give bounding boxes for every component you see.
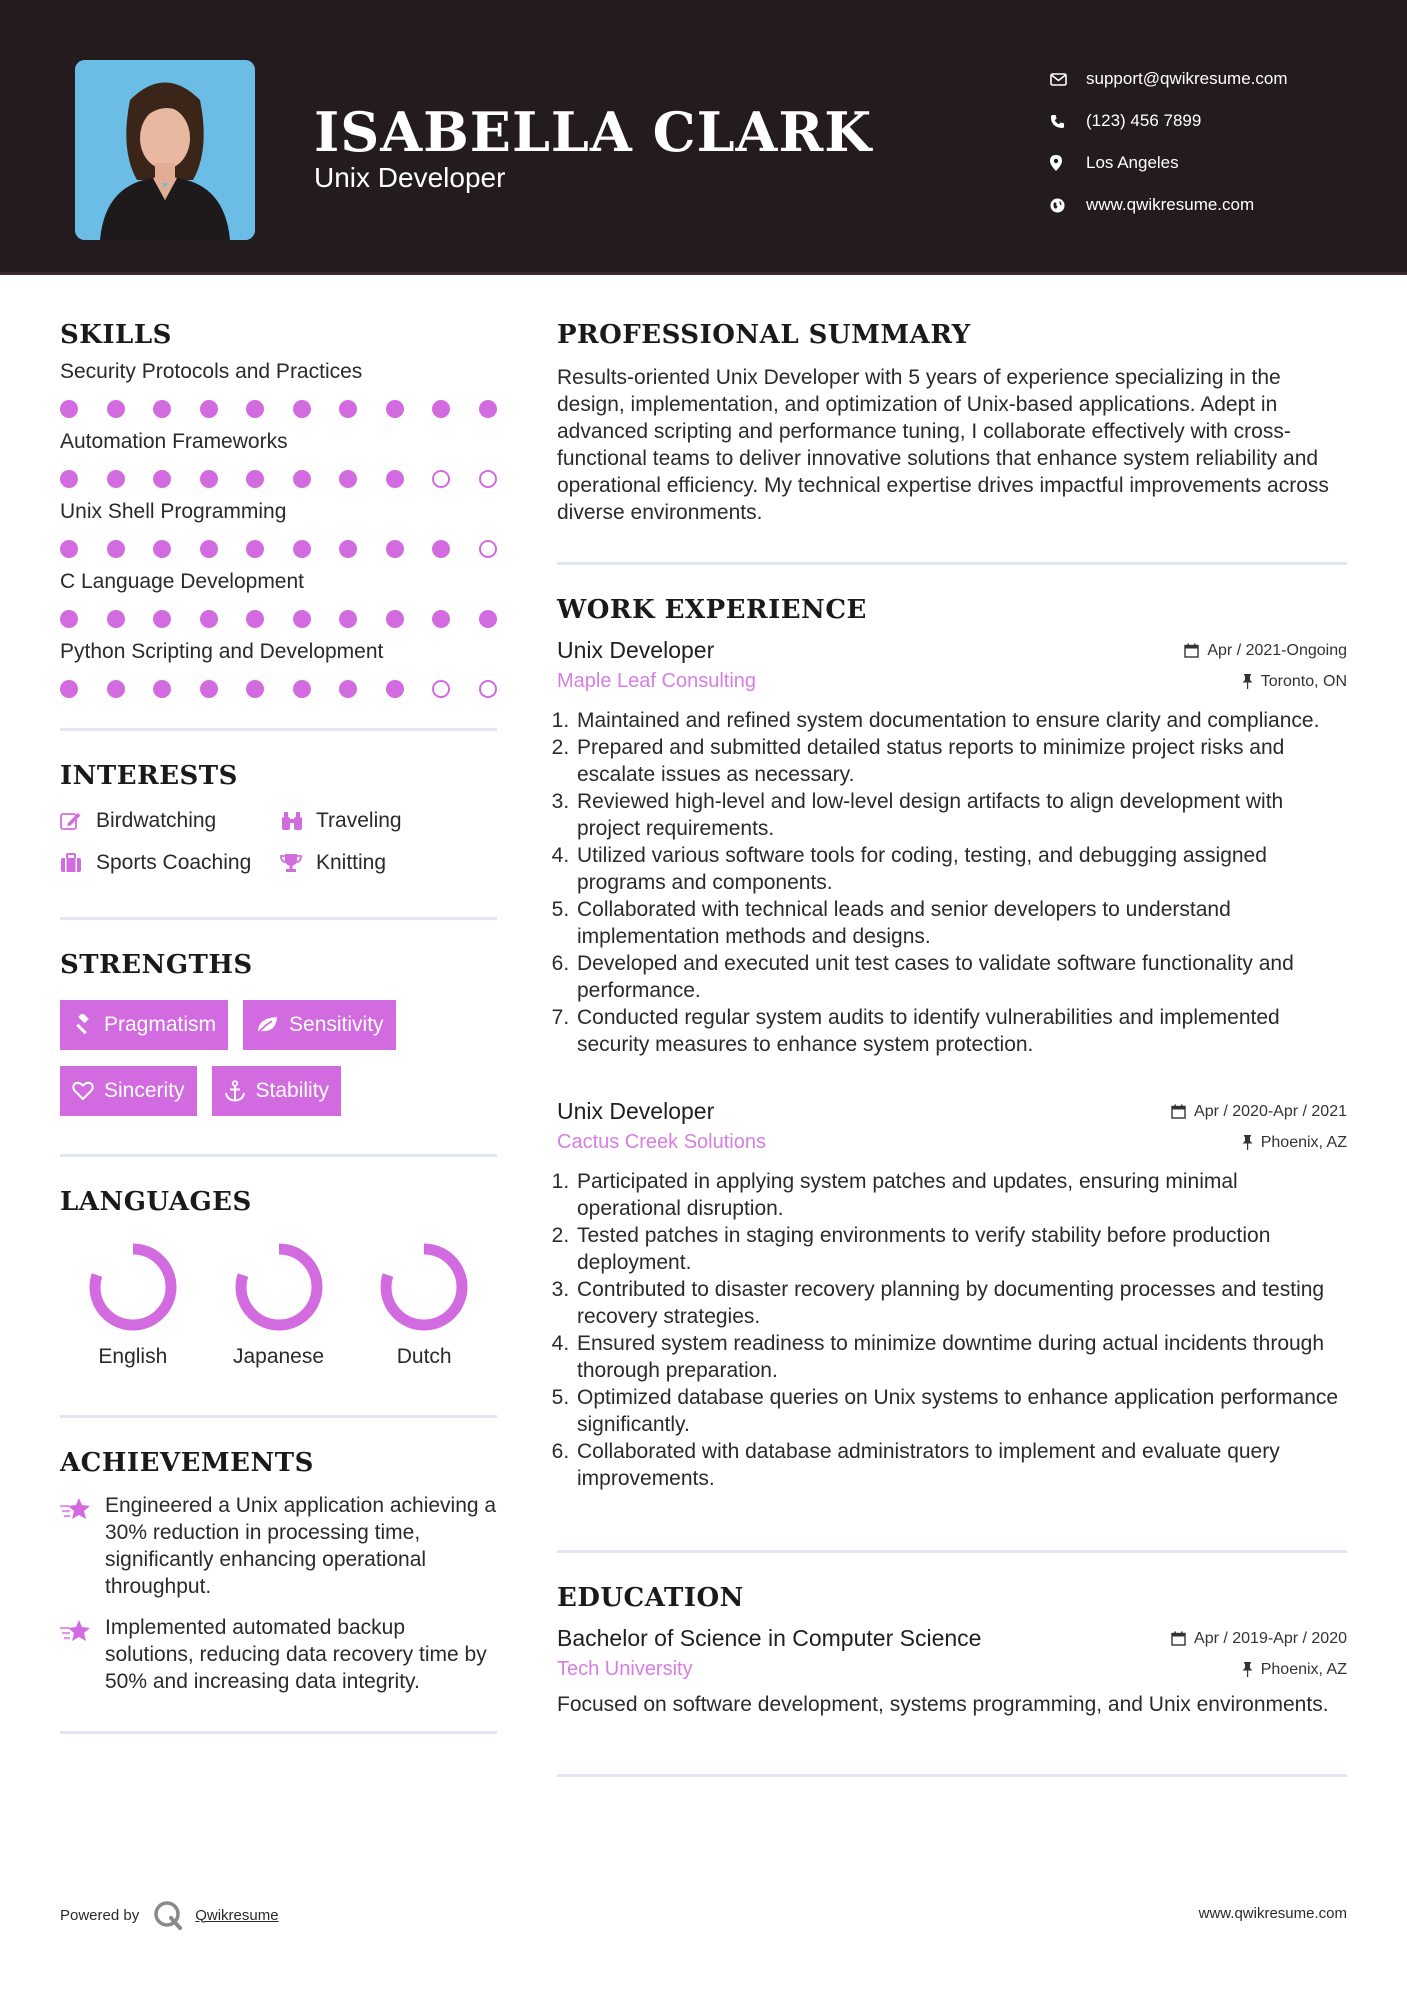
section-divider xyxy=(557,1550,1347,1553)
globe-icon xyxy=(1050,195,1074,215)
qwikresume-logo-icon xyxy=(153,1900,183,1930)
footer-website[interactable]: www.qwikresume.com xyxy=(1198,1905,1347,1922)
rating-dot-filled xyxy=(246,470,264,488)
shooting-star-icon xyxy=(60,1492,105,1600)
pencil-square-icon xyxy=(60,811,96,831)
achievement-text: Implemented automated backup solutions, reducing data recovery time by 50% and increasing data integrity. xyxy=(105,1616,487,1693)
job-bullet: 5. Optimized database queries on Unix systems to enhance application performance significantly. xyxy=(575,1384,1347,1438)
rating-dot-filled xyxy=(153,540,171,558)
rating-dot-filled xyxy=(246,680,264,698)
calendar-icon xyxy=(1184,643,1199,658)
skill-name: Unix Shell Programming xyxy=(60,500,287,523)
achievements-title: ACHIEVEMENTS xyxy=(60,1448,314,1478)
rating-dot-filled xyxy=(107,540,125,558)
job-bullet: 3. Contributed to disaster recovery planning by documenting processes and testing recovery strategies. xyxy=(575,1276,1347,1330)
rating-dot-filled xyxy=(386,610,404,628)
rating-dot-filled xyxy=(432,540,450,558)
strength-label: Pragmatism xyxy=(104,1013,217,1036)
education-head xyxy=(557,1625,1347,1652)
rating-dot-filled xyxy=(200,680,218,698)
language-proficiency-ring xyxy=(85,1239,181,1335)
job-bullets xyxy=(557,707,1347,1058)
contact-website[interactable] xyxy=(1050,184,1288,226)
language-proficiency-arc xyxy=(386,1249,462,1325)
rating-dot-filled xyxy=(293,470,311,488)
resume-header xyxy=(0,0,1407,275)
job-bullet: 7. Conducted regular system audits to identify vulnerabilities and implemented security measures to enhance system protection. xyxy=(575,1004,1347,1058)
languages-title: LANGUAGES xyxy=(60,1187,252,1217)
strength-label: Sensitivity xyxy=(289,1013,384,1036)
job-bullet: 5. Collaborated with technical leads and senior developers to understand implementation methods and designs. xyxy=(575,896,1347,950)
strength-tag xyxy=(60,1000,228,1050)
job-bullets xyxy=(557,1168,1347,1492)
rating-dot-filled xyxy=(339,680,357,698)
rating-dot-filled xyxy=(386,680,404,698)
education-description: Focused on software development, systems programming, and Unix environments. xyxy=(557,1693,1329,1716)
left-column xyxy=(60,320,497,1734)
section-divider xyxy=(557,1774,1347,1777)
rating-dot-filled xyxy=(107,400,125,418)
interest-label: Traveling xyxy=(316,809,402,832)
education-title: EDUCATION xyxy=(557,1583,744,1613)
language-item xyxy=(351,1239,497,1369)
rating-dot-filled xyxy=(386,400,404,418)
summary-text: Results-oriented Unix Developer with 5 years of experience specializing in the design, implementation, and optimization of Unix-based applications. Adept in advanced scripting and performance tuning, I collaborate effectively with cross-functional teams to deliver innovative solutions that enhance system reliability and operational efficiency. My technical expertise drives impactful improvements across diverse environments. xyxy=(557,366,1329,524)
rating-dot-empty xyxy=(432,470,450,488)
strength-tag xyxy=(243,1000,396,1050)
interest-label: Birdwatching xyxy=(96,809,217,832)
rating-dot-empty xyxy=(432,680,450,698)
job-bullet: 4. Utilized various software tools for coding, testing, and debugging assigned programs and components. xyxy=(575,842,1347,896)
skill-name: Python Scripting and Development xyxy=(60,640,384,663)
interest-item xyxy=(280,809,480,833)
location-text: Los Angeles xyxy=(1086,153,1179,172)
contact-list xyxy=(1050,58,1288,226)
rating-dot-filled xyxy=(339,400,357,418)
interest-label: Sports Coaching xyxy=(96,851,252,874)
shooting-star-icon xyxy=(60,1614,105,1695)
right-column xyxy=(557,320,1347,1777)
language-proficiency-arc xyxy=(95,1249,171,1325)
rating-dot-filled xyxy=(153,470,171,488)
skill-item xyxy=(60,430,497,488)
rating-dot-filled xyxy=(153,400,171,418)
skills-section xyxy=(60,320,497,698)
strength-tag xyxy=(60,1066,197,1116)
rating-dot-filled xyxy=(339,610,357,628)
education-sub xyxy=(557,1658,1347,1681)
achievements-section xyxy=(60,1448,497,1695)
footer-powered-by xyxy=(60,1900,279,1930)
degree-title: Bachelor of Science in Computer Science xyxy=(557,1625,982,1651)
job-sub xyxy=(557,1131,1347,1154)
rating-dot-filled xyxy=(60,540,78,558)
skill-name: Security Protocols and Practices xyxy=(60,360,363,383)
rating-dot-filled xyxy=(200,470,218,488)
language-proficiency-ring xyxy=(376,1239,472,1335)
trophy-icon xyxy=(280,853,316,873)
rating-dot-filled xyxy=(246,610,264,628)
pushpin-icon xyxy=(1242,1135,1253,1150)
interest-item xyxy=(60,851,280,875)
education-location xyxy=(1242,1661,1347,1679)
map-pin-icon xyxy=(1050,153,1074,173)
calendar-icon xyxy=(1171,1104,1186,1119)
interests-title: INTERESTS xyxy=(60,761,238,791)
rating-dot-filled xyxy=(60,680,78,698)
rating-dot-filled xyxy=(293,540,311,558)
rating-dot-filled xyxy=(293,400,311,418)
rating-dot-empty xyxy=(479,540,497,558)
rating-dot-filled xyxy=(200,610,218,628)
rating-dot-filled xyxy=(60,610,78,628)
job-location-text: Phoenix, AZ xyxy=(1260,1133,1347,1151)
rating-dot-empty xyxy=(479,680,497,698)
rating-dot-filled xyxy=(432,400,450,418)
achievement-item xyxy=(60,1492,497,1600)
rating-dot-filled xyxy=(479,610,497,628)
candidate-role: Unix Developer xyxy=(314,162,506,193)
job-location xyxy=(1242,1134,1347,1152)
rating-dot-empty xyxy=(479,470,497,488)
interest-item xyxy=(60,809,280,833)
phone-icon xyxy=(1050,111,1074,131)
job-bullet: 1. Participated in applying system patches and updates, ensuring minimal operational disruption. xyxy=(575,1168,1347,1222)
gavel-icon xyxy=(72,1014,94,1036)
job-bullet: 2. Prepared and submitted detailed status reports to minimize project risks and escalate issues as necessary. xyxy=(575,734,1347,788)
skill-rating xyxy=(60,610,497,628)
section-divider xyxy=(60,728,497,731)
skill-item xyxy=(60,500,497,558)
leaf-icon xyxy=(255,1015,279,1035)
job-bullet: 6. Developed and executed unit test cases to validate software functionality and performance. xyxy=(575,950,1347,1004)
language-proficiency-arc xyxy=(241,1249,317,1325)
language-label: English xyxy=(98,1345,168,1368)
job-head xyxy=(557,1098,1347,1125)
skill-rating xyxy=(60,470,497,488)
job-bullet: 4. Ensured system readiness to minimize downtime during actual incidents through thorough preparation. xyxy=(575,1330,1347,1384)
rating-dot-filled xyxy=(293,680,311,698)
heart-icon xyxy=(72,1081,94,1101)
envelope-icon xyxy=(1050,69,1074,89)
rating-dot-filled xyxy=(153,610,171,628)
education-location-text: Phoenix, AZ xyxy=(1260,1660,1347,1678)
job-title: Unix Developer xyxy=(557,1098,715,1124)
rating-dot-filled xyxy=(386,540,404,558)
interest-item xyxy=(280,851,480,875)
pushpin-icon xyxy=(1242,1662,1253,1677)
strengths-title: STRENGTHS xyxy=(60,950,253,980)
company-name: Cactus Creek Solutions xyxy=(557,1131,766,1153)
skill-item xyxy=(60,360,497,418)
section-divider xyxy=(60,1415,497,1418)
interest-label: Knitting xyxy=(316,851,387,874)
strength-label: Stability xyxy=(255,1079,330,1102)
rating-dot-filled xyxy=(60,470,78,488)
education-dates xyxy=(1171,1630,1347,1648)
website-text: www.qwikresume.com xyxy=(1086,195,1255,214)
rating-dot-filled xyxy=(107,610,125,628)
rating-dot-filled xyxy=(246,400,264,418)
language-label: Dutch xyxy=(396,1345,452,1368)
skill-name: C Language Development xyxy=(60,570,305,593)
interests-section xyxy=(60,761,497,875)
language-item xyxy=(60,1239,206,1369)
language-label: Japanese xyxy=(232,1345,325,1368)
job-head xyxy=(557,637,1347,664)
rating-dot-filled xyxy=(339,540,357,558)
anchor-icon xyxy=(224,1080,246,1102)
rating-dot-filled xyxy=(246,540,264,558)
rating-dot-filled xyxy=(200,540,218,558)
achievement-item xyxy=(60,1614,497,1695)
education-section xyxy=(557,1583,1347,1718)
skill-item xyxy=(60,570,497,628)
education-dates-text: Apr / 2019-Apr / 2020 xyxy=(1194,1629,1347,1647)
section-divider xyxy=(60,1154,497,1157)
summary-section xyxy=(557,320,1347,526)
section-divider xyxy=(60,917,497,920)
rating-dot-filled xyxy=(153,680,171,698)
contact-email[interactable] xyxy=(1050,58,1288,100)
language-item xyxy=(206,1239,352,1369)
job-sub xyxy=(557,670,1347,693)
skill-name: Automation Frameworks xyxy=(60,430,288,453)
job-title: Unix Developer xyxy=(557,637,715,663)
section-divider xyxy=(60,1731,497,1734)
rating-dot-filled xyxy=(339,470,357,488)
calendar-icon xyxy=(1171,1631,1186,1646)
strengths-section xyxy=(60,950,497,1116)
suitcase-icon xyxy=(60,853,96,873)
rating-dot-filled xyxy=(107,680,125,698)
job-dates-text: Apr / 2021-Ongoing xyxy=(1207,641,1347,659)
job-location xyxy=(1242,673,1347,691)
phone-text: (123) 456 7899 xyxy=(1086,111,1202,130)
email-text: support@qwikresume.com xyxy=(1086,69,1288,88)
strength-label: Sincerity xyxy=(104,1079,185,1102)
school-name: Tech University xyxy=(557,1658,693,1680)
rating-dot-filled xyxy=(479,400,497,418)
experience-section xyxy=(557,595,1347,1492)
job-entry xyxy=(557,637,1347,1058)
achievement-text: Engineered a Unix application achieving a 30% reduction in processing time, significantly enhancing operational throughput. xyxy=(105,1494,497,1598)
rating-dot-filled xyxy=(200,400,218,418)
languages-section xyxy=(60,1187,497,1369)
language-proficiency-ring xyxy=(231,1239,327,1335)
powered-by-text: Powered by xyxy=(60,1906,140,1924)
section-divider xyxy=(557,562,1347,565)
job-bullet: 3. Reviewed high-level and low-level design artifacts to align development with project requirements. xyxy=(575,788,1347,842)
candidate-name: ISABELLA CLARK xyxy=(314,100,873,164)
strength-tag xyxy=(212,1066,342,1116)
qwikresume-link[interactable]: Qwikresume xyxy=(195,1906,279,1924)
rating-dot-filled xyxy=(432,610,450,628)
job-bullet: 6. Collaborated with database administrators to implement and evaluate query improvements. xyxy=(575,1438,1347,1492)
rating-dot-filled xyxy=(60,400,78,418)
experience-title: WORK EXPERIENCE xyxy=(557,595,867,625)
skill-rating xyxy=(60,400,497,418)
profile-photo xyxy=(75,60,255,240)
skills-title: SKILLS xyxy=(60,320,172,350)
job-entry xyxy=(557,1098,1347,1492)
job-dates xyxy=(1171,1103,1347,1121)
summary-title: PROFESSIONAL SUMMARY xyxy=(557,320,971,350)
skill-rating xyxy=(60,540,497,558)
contact-phone[interactable] xyxy=(1050,100,1288,142)
pushpin-icon xyxy=(1242,674,1253,689)
job-bullet: 1. Maintained and refined system documentation to ensure clarity and compliance. xyxy=(575,707,1347,734)
rating-dot-filled xyxy=(386,470,404,488)
skill-rating xyxy=(60,680,497,698)
rating-dot-filled xyxy=(293,610,311,628)
rating-dot-filled xyxy=(107,470,125,488)
binoculars-icon xyxy=(280,811,316,831)
company-name: Maple Leaf Consulting xyxy=(557,670,757,692)
contact-location xyxy=(1050,142,1288,184)
job-dates xyxy=(1184,642,1347,660)
job-location-text: Toronto, ON xyxy=(1260,672,1347,690)
skill-item xyxy=(60,640,497,698)
job-bullet: 2. Tested patches in staging environments to verify stability before production deployment. xyxy=(575,1222,1347,1276)
job-dates-text: Apr / 2020-Apr / 2021 xyxy=(1194,1102,1347,1120)
